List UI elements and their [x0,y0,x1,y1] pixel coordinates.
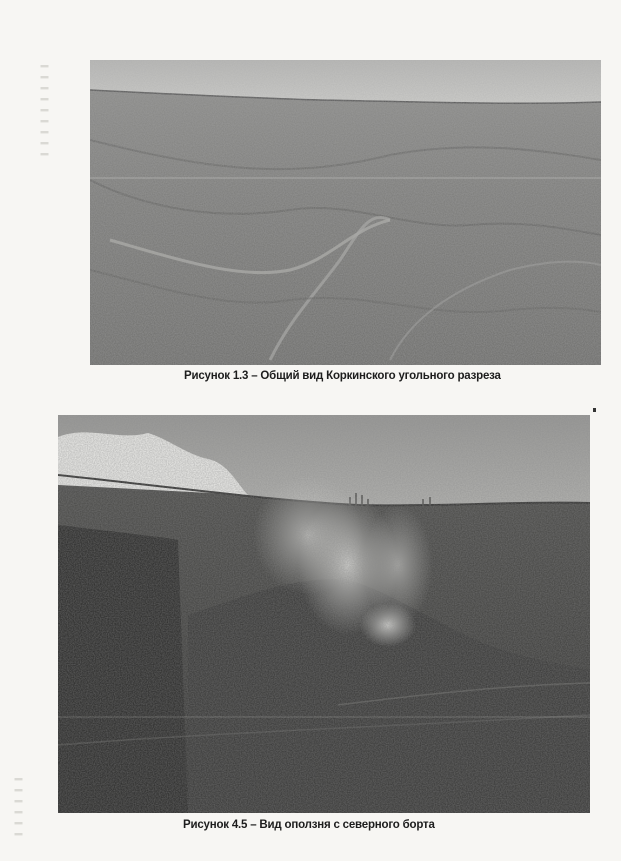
landslide-north-side-photo [58,415,590,813]
figure-2-photo [58,415,590,813]
stray-mark [593,408,596,412]
bleed-through-text-top: ▬ ▬ ▬ ▬ ▬ ▬ ▬ ▬ ▬ [40,63,49,160]
open-pit-coal-mine-photo [90,60,601,365]
bleed-through-text-bottom: ▬ ▬ ▬ ▬ ▬ ▬ [14,776,23,840]
figure-1-photo [90,60,601,365]
figure-2-caption: Рисунок 4.5 – Вид оползня с северного борта [183,819,435,831]
figure-1-caption: Рисунок 1.3 – Общий вид Коркинского угольного разреза [184,370,501,382]
